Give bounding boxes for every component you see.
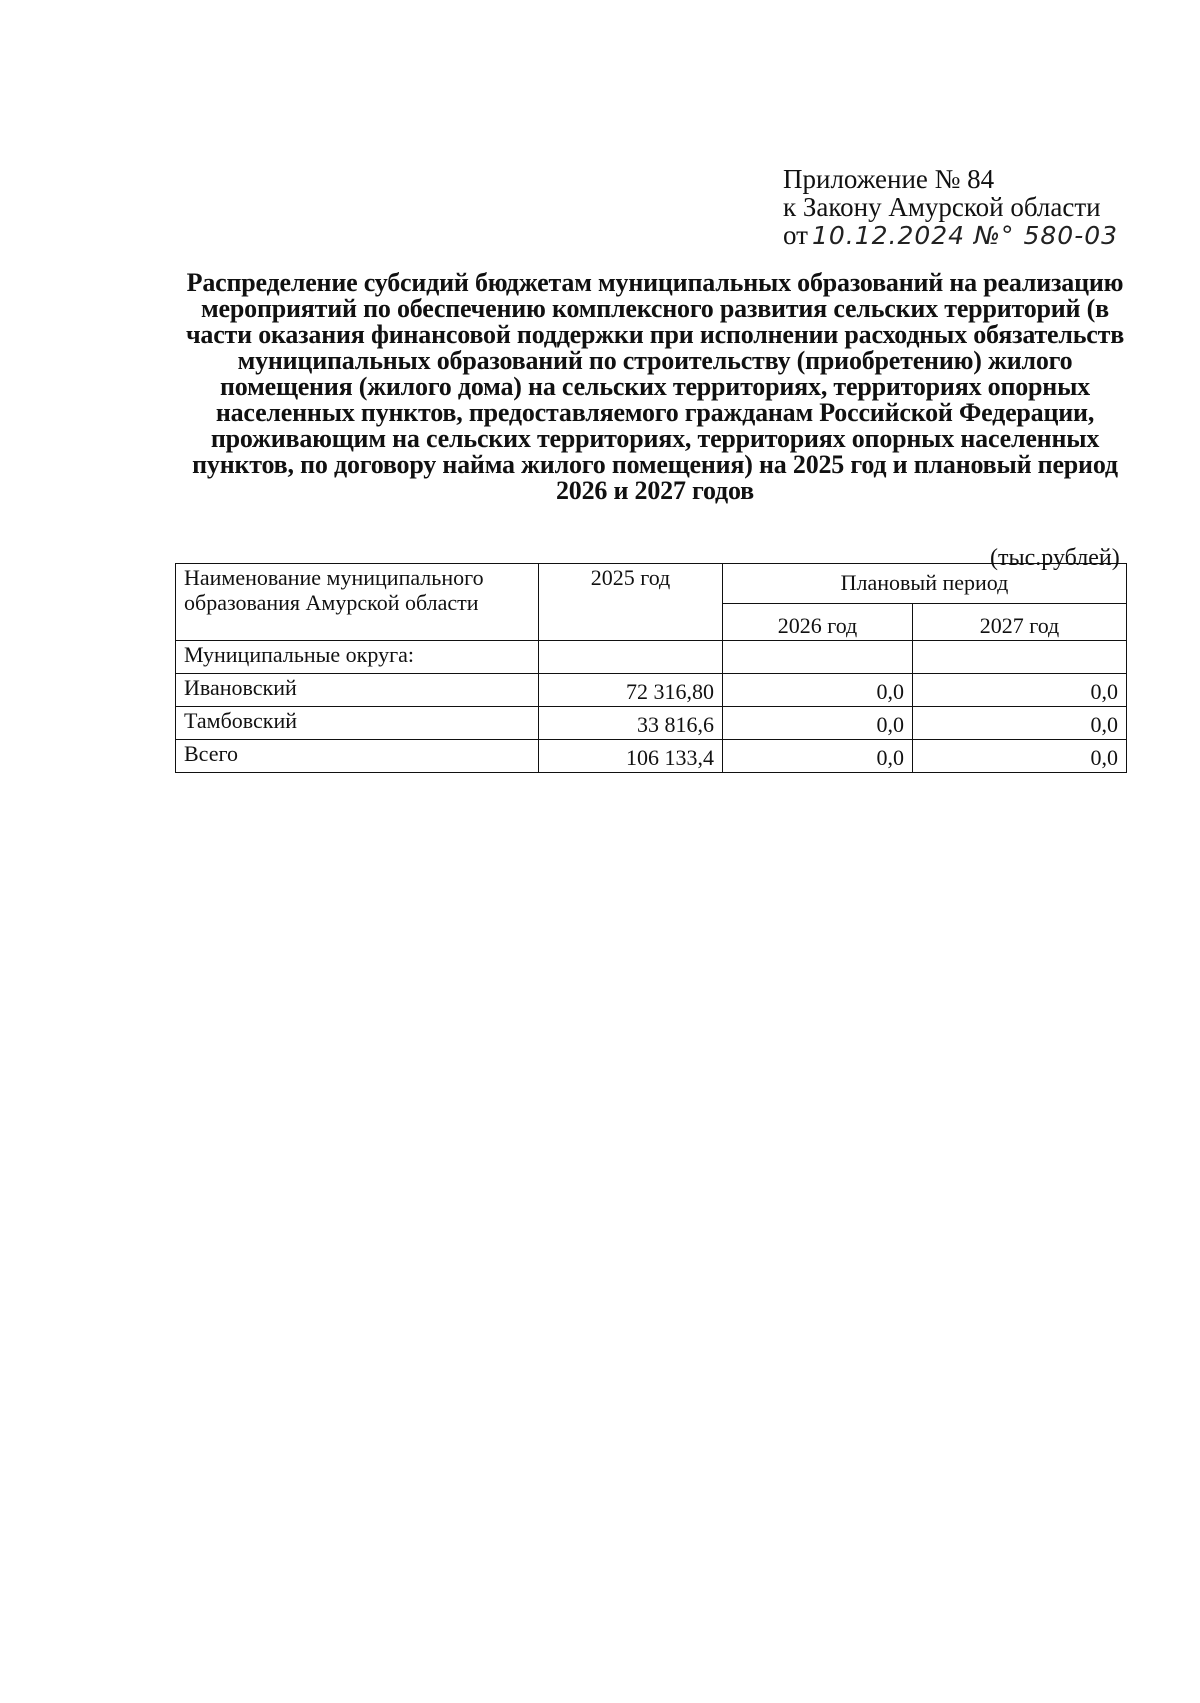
value-2027: 0,0 <box>913 707 1127 740</box>
municipality-name: Тамбовский <box>176 707 539 740</box>
section-label: Муниципальные округа: <box>176 641 539 674</box>
header-year-2025: 2025 год <box>539 564 723 641</box>
appendix-header <box>783 165 1163 250</box>
header-municipality-name: Наименование муниципального образования Амурской области <box>176 564 539 641</box>
table-row <box>176 674 1127 707</box>
value-2026: 0,0 <box>723 707 913 740</box>
total-2025: 106 133,4 <box>539 740 723 773</box>
appendix-number: Приложение № 84 <box>783 164 995 194</box>
empty-cell <box>913 641 1127 674</box>
handwritten-date-number: 10.12.2024 №° 580-03 <box>811 221 1119 250</box>
subsidy-table <box>175 563 1127 773</box>
value-2027: 0,0 <box>913 674 1127 707</box>
appendix-law-reference: к Закону Амурской области <box>783 192 1101 222</box>
total-label: Всего <box>176 740 539 773</box>
total-row <box>176 740 1127 773</box>
empty-cell <box>539 641 723 674</box>
appendix-date-line <box>783 221 1163 250</box>
value-2025: 72 316,80 <box>539 674 723 707</box>
unit-label: (тыс.рублей) <box>990 545 1120 571</box>
appendix-date-prefix: от <box>783 220 808 250</box>
empty-cell <box>723 641 913 674</box>
document-title: Распределение субсидий бюджетам муниципальных образований на реализацию мероприятий по обеспечению комплексного развития сельских территорий (в части оказания финансовой поддержки при исполнении расходных обязательств муниципальных образований по строительству (приобретению) жилого помещения (жилого дома) на сельских территориях, территориях опорных населенных пунктов, предоставляемого гражданам Российской Федерации, проживающим на сельских территориях, территориях опорных населенных пунктов, по договору найма жилого помещения) на 2025 год и плановый период 2026 и 2027 годов <box>185 268 1125 505</box>
table-row <box>176 707 1127 740</box>
value-2026: 0,0 <box>723 674 913 707</box>
header-year-2026: 2026 год <box>723 603 913 640</box>
section-row <box>176 641 1127 674</box>
header-year-2027: 2027 год <box>913 603 1127 640</box>
municipality-name: Ивановский <box>176 674 539 707</box>
value-2025: 33 816,6 <box>539 707 723 740</box>
total-2026: 0,0 <box>723 740 913 773</box>
header-planned-period: Плановый период <box>723 564 1127 604</box>
total-2027: 0,0 <box>913 740 1127 773</box>
